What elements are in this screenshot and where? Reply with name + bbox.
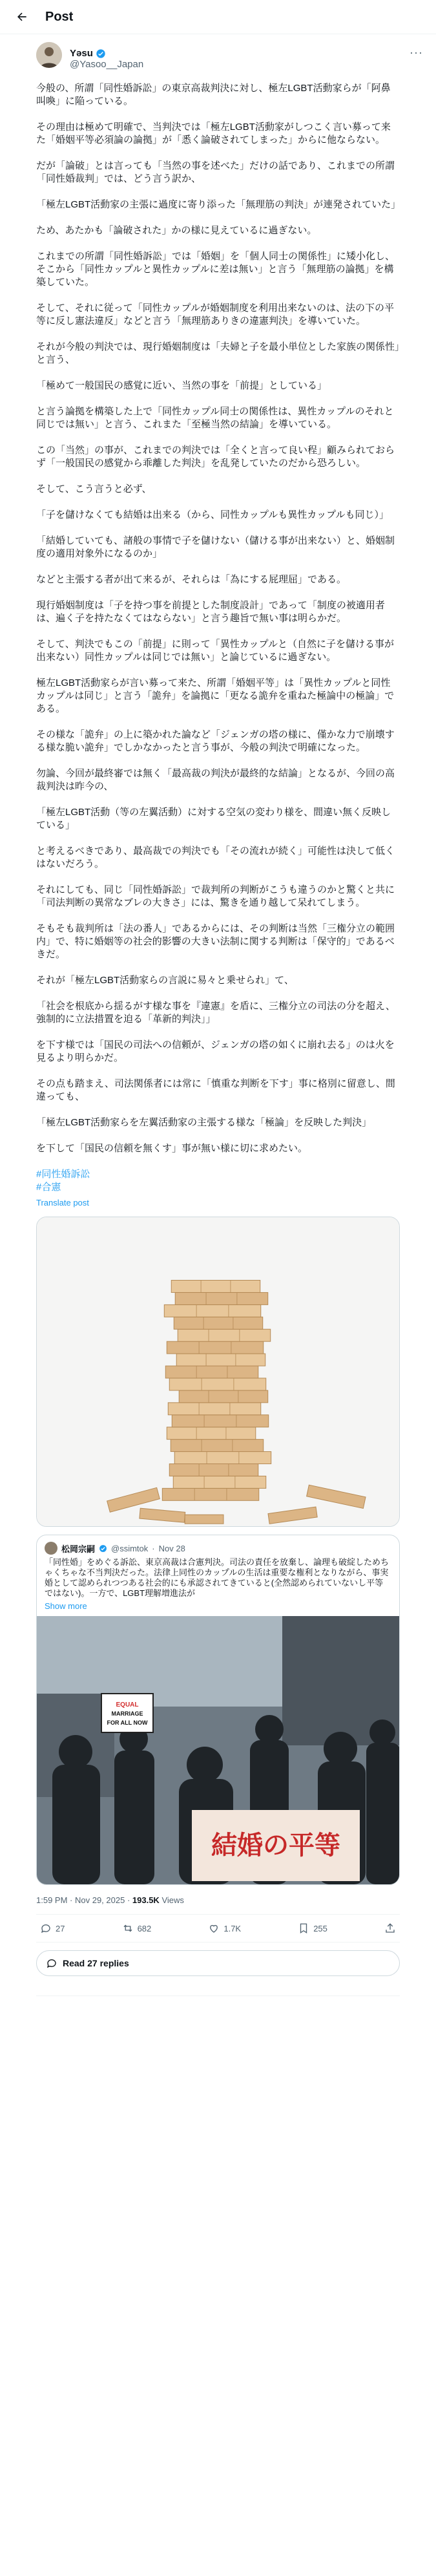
jenga-tower-image[interactable] — [36, 1217, 400, 1527]
views-label: Views — [161, 1895, 184, 1905]
post-paragraph: と考えるべきであり、最高裁での判決でも「その流れが続く」可能性は決して低くはないだろう。 — [36, 846, 395, 869]
post-paragraph: それが「極左LGBT活動家らの言説に易々と乗せられ」て、 — [36, 975, 294, 986]
svg-text:FOR ALL NOW: FOR ALL NOW — [107, 1719, 148, 1726]
post-paragraph: そして、判決でもこの「前提」に則って「異性カップルと（自然に子を儲ける事が出来ない）同性カップルは同じでは無い」と論じているに過ぎない。 — [36, 639, 394, 663]
post-time[interactable]: 1:59 PM — [36, 1895, 68, 1905]
like-button[interactable] — [208, 1922, 241, 1934]
quote-handle: @ssimtok — [111, 1543, 149, 1553]
author-name[interactable]: Yəsu — [70, 48, 93, 59]
avatar[interactable] — [36, 42, 62, 68]
hashtag-link[interactable]: #合憲 — [36, 1182, 61, 1193]
post-paragraph: そして、それに従って「同性カップルが婚姻制度を利用出来ないのは、法の下の平等に反し憲法違反」などと言う「無理筋ありきの違憲判決」を導いていた。 — [36, 303, 394, 326]
read-replies-button[interactable] — [36, 1950, 400, 1976]
post-paragraph: その理由は極めて明確で、当判決では「極左LGBT活動家がしつこく言い募って来た「婚姻平等必須論の論拠」が「悉く論破されてしまった」からに他ならない。 — [36, 122, 391, 145]
top-bar — [0, 0, 436, 34]
share-icon — [384, 1922, 396, 1934]
post-paragraph: 「極左LGBT活動（等の左翼活動）に対する空気の変わり様を、間違い無く反映している」 — [36, 807, 391, 831]
post-paragraph: を下して「国民の信頼を無くす」事が無い様に切に求めたい。 — [36, 1143, 308, 1154]
post-paragraph: そもそも裁判所は「法の番人」であるからには、その判断は当然「三権分立の範囲内」で、特に婚姻等の社会的影響の大きい法制に関する判断は「保守的」であるべきだ。 — [36, 923, 395, 960]
quote-date: Nov 28 — [158, 1543, 185, 1553]
reply-count: 27 — [56, 1923, 65, 1933]
show-more-link[interactable]: Show more — [45, 1601, 87, 1611]
page-title: Post — [45, 9, 74, 24]
verified-badge-icon — [99, 1544, 107, 1553]
post-paragraph: 「極めて一般国民の感覚に近い、当然の事を「前提」としている」 — [36, 380, 327, 391]
jenga-illustration-icon — [37, 1217, 399, 1527]
post-paragraph: ため、あたかも「論破された」かの様に見えているに過ぎない。 — [36, 225, 317, 236]
bookmark-icon — [298, 1922, 309, 1934]
post-paragraph: 「子を儲けなくても結婚は出来る（から、同性カップルも異性カップルも同じ）」 — [36, 509, 389, 520]
post-paragraph: その点も踏まえ、司法関係者には常に「慎重な判断を下す」事に格別に留意し、間違っても、 — [36, 1078, 395, 1102]
post-paragraph: などと主張する者が出て来るが、それらは「為にする屁理屈」である。 — [36, 574, 347, 585]
svg-text:MARRIAGE: MARRIAGE — [111, 1710, 143, 1717]
heart-icon — [208, 1922, 220, 1934]
action-bar — [36, 1915, 400, 1943]
quote-text: 「同性婚」をめぐる訴訟、東京高裁は合憲判決。司法の責任を放棄し、論理も破綻しためちゃくちゃな不当判決だった。法律上同性のカップルの生活は重要な権利となりながら、事実婚として認められつつある社会的にも承認されてきていると(全然認められていないし平等ではない)。一方で、LGBT理解増進法が — [45, 1557, 389, 1598]
quote-avatar — [45, 1542, 57, 1555]
share-button[interactable] — [384, 1922, 396, 1934]
post-paragraph: だが「論破」とは言っても「当然の事を述べた」だけの話であり、これまでの所謂「同性婚裁判」では、どう言う訳か、 — [36, 160, 395, 184]
read-replies-label: Read 27 replies — [63, 1958, 129, 1968]
like-count: 1.7K — [223, 1923, 242, 1933]
back-button[interactable] — [10, 5, 34, 28]
avatar-image-icon — [36, 42, 62, 68]
more-options-icon[interactable]: ··· — [410, 46, 423, 59]
hashtag-link[interactable]: #同性婚訴訟 — [36, 1169, 90, 1180]
quoted-post[interactable]: 松岡宗嗣 @ssimtok · Nov 28 「同性婚」をめぐる訴訟、東京高裁は合憲判決。司法の責任を放棄し、論理も破綻しためちゃくちゃな不当判決だった。法律上同性のカップルの生活は重要な権利となりながら、事実婚として認められつつある社会的にも承認されてきていると(全然認められていないし平等ではない)。一方で、LGBT理解増進法が Show more EQUAL MARRIAGE FOR ALL NOW 結婚の平等 — [36, 1535, 400, 1885]
repost-button[interactable] — [122, 1922, 152, 1934]
post-paragraph: 勿論、今回が最終審では無く「最高裁の判決が最終的な結論」となるが、今回の高裁判決は昨今の、 — [36, 768, 395, 792]
post-paragraph: この「当然」の事が、これまでの判決では「全くと言って良い程」顧みられておらず「一般国民の感覚から乖離した判決」を乱発していたのだから恐ろしい。 — [36, 445, 395, 469]
author-handle[interactable]: @Yasoo__Japan — [70, 59, 144, 70]
svg-text:結婚の平等: 結婚の平等 — [211, 1831, 340, 1860]
post-paragraph: その様な「詭弁」の上に築かれた論など「ジェンガの塔の様に、僅かな力で崩壊する様な脆い詭弁」でしかなかったと言う事が、今般の判決で明確になった。 — [36, 729, 395, 753]
post-paragraph: 現行婚姻制度は「子を持つ事を前提とした制度設計」であって「制度の被適用者は、遍く子を持たなくてはならない」と言う趣旨で無い事は明らかだ。 — [36, 600, 385, 624]
repost-icon — [122, 1922, 134, 1934]
reply-icon — [40, 1922, 52, 1934]
back-arrow-icon — [16, 10, 28, 23]
post-paragraph: それにしても、同じ「同性婚訴訟」で裁判所の判断がこうも違うのかと驚くと共に「司法判断の異常なブレの大きさ」には、驚きを通り越して呆れてしまう。 — [36, 884, 395, 908]
post-date[interactable]: Nov 29, 2025 — [74, 1895, 125, 1905]
post-paragraph: 「社会を根底から揺るがす様な事を『違憲』を盾に、三権分立の司法の分を超え、強制的に立法措置を迫る「革新的判決」」 — [36, 1001, 395, 1025]
quote-author-name: 松岡宗嗣 — [61, 1544, 96, 1554]
post-paragraph: 「極左LGBT活動家の主張に過度に寄り添った「無理筋の判決」が連発されていた」 — [36, 199, 401, 210]
post-paragraph: これまでの所謂「同性婚訴訟」では「婚姻」を「個人同士の関係性」に矮小化し、そこから「同性カップルと異性カップルに差は無い」と言う「無理筋の論拠」を構築していた。 — [36, 251, 395, 288]
post-paragraph: を下す様では「国民の司法への信頼が、ジェンガの塔の如くに崩れ去る」のは火を見るより明らかだ。 — [36, 1039, 395, 1063]
post-paragraph: 「結婚していても、諸般の事情で子を儲けない（儲ける事が出来ない）と、婚姻制度の適用対象外になるのか」 — [36, 535, 395, 559]
reply-button[interactable] — [40, 1922, 65, 1934]
reply-bubble-icon — [46, 1957, 57, 1969]
bookmark-count: 255 — [313, 1923, 327, 1933]
post-paragraph: それが今般の判決では、現行婚姻制度は「夫婦と子を最小単位とした家族の関係性」と言う、 — [36, 341, 400, 365]
post-paragraph: と言う論拠を構築した上で「同性カップル同士の関係性は、異性カップルのそれと同じでは無い」と言う、これまた「至極当然の結論」を導いている。 — [36, 406, 394, 430]
post-paragraph: 今般の、所謂「同性婚訴訟」の東京高裁判決に対し、極左LGBT活動家らが「阿鼻叫喚」に陥っている。 — [36, 83, 391, 107]
translate-post-link[interactable]: Translate post — [36, 1198, 89, 1208]
svg-text:EQUAL: EQUAL — [116, 1701, 139, 1708]
post-paragraph: 極左LGBT活動家らが言い募って来た、所謂「婚姻平等」は「異性カップルと同性カップルは同じ」と言う「詭弁」を論拠に「更なる詭弁を重ねた極論中の極論」である。 — [36, 677, 395, 714]
protest-photo[interactable] — [37, 1616, 400, 1884]
verified-badge-icon — [96, 48, 106, 59]
post-paragraph: そして、こう言うと必ず、 — [36, 484, 152, 495]
view-count: 193.5K — [132, 1895, 160, 1905]
repost-count: 682 — [137, 1923, 152, 1933]
post-paragraph: 「極左LGBT活動家らを左翼活動家の主張する様な「極論」を反映した判決」 — [36, 1117, 372, 1128]
bookmark-button[interactable] — [298, 1922, 327, 1934]
post-author — [0, 34, 436, 76]
post-body — [0, 76, 436, 1996]
post-meta: 1:59 PM · Nov 29, 2025 · 193.5K Views — [36, 1885, 400, 1915]
